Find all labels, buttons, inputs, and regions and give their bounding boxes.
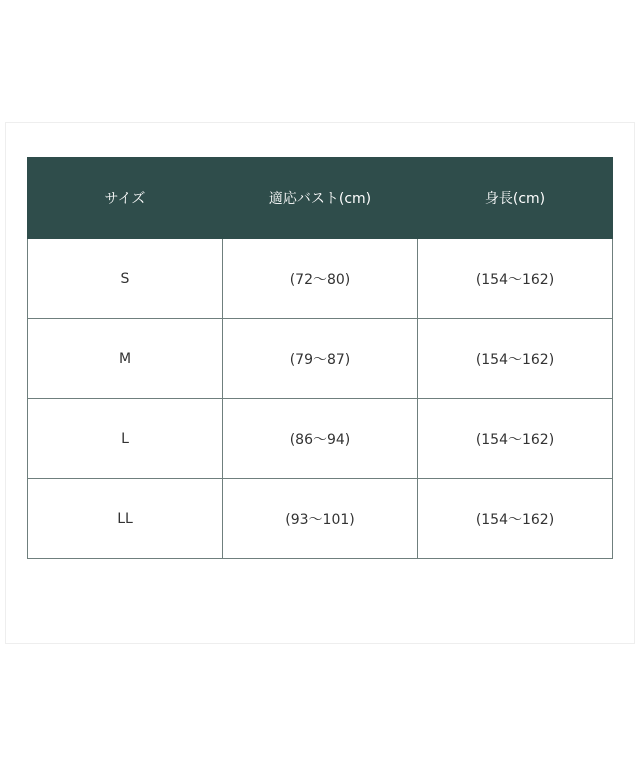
- table-row: [28, 319, 613, 399]
- table-row: [28, 399, 613, 479]
- table-row: [28, 479, 613, 559]
- size-chart-table: [27, 157, 613, 559]
- table-header-row: [28, 158, 613, 239]
- cell-height: (154～162): [418, 319, 613, 399]
- cell-bust: (79～87): [223, 319, 418, 399]
- table-row: [28, 239, 613, 319]
- header-height: 身長(cm): [418, 158, 613, 239]
- cell-size: L: [28, 399, 223, 479]
- header-size: サイズ: [28, 158, 223, 239]
- header-bust: 適応バスト(cm): [223, 158, 418, 239]
- cell-size: S: [28, 239, 223, 319]
- cell-bust: (93～101): [223, 479, 418, 559]
- cell-bust: (72～80): [223, 239, 418, 319]
- cell-size: M: [28, 319, 223, 399]
- cell-bust: (86～94): [223, 399, 418, 479]
- cell-height: (154～162): [418, 399, 613, 479]
- cell-height: (154～162): [418, 479, 613, 559]
- cell-size: LL: [28, 479, 223, 559]
- cell-height: (154～162): [418, 239, 613, 319]
